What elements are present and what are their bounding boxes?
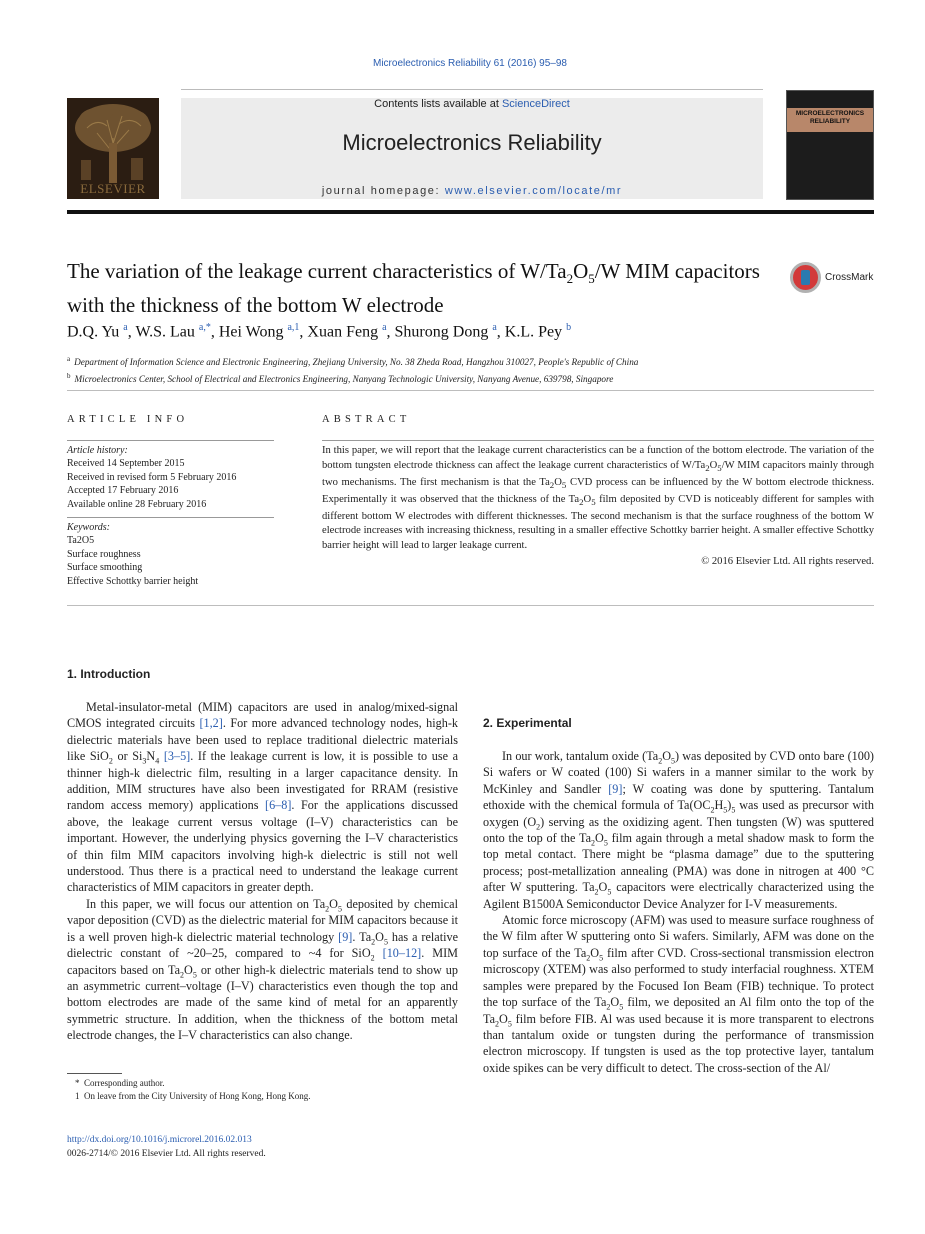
reference-link[interactable]: [9] xyxy=(608,781,623,796)
issn-copyright: 0026-2714/© 2016 Elsevier Ltd. All rights reserved. xyxy=(67,1148,266,1159)
text: O xyxy=(598,880,608,895)
sciencedirect-link[interactable]: ScienceDirect xyxy=(501,98,570,110)
text: N xyxy=(146,749,156,764)
crossmark-badge[interactable] xyxy=(790,262,880,294)
text: film again through a metal shadow mask to form the top metal contact. There might be “plasma damage” due to the sputtering process; post-metallization annealing (PMA) was done in nitrogen at 400 °C after W sputtering. Ta xyxy=(483,831,874,895)
contents-line xyxy=(181,98,763,110)
author-affiliation-mark[interactable]: a xyxy=(123,322,128,333)
author-affiliation-mark[interactable]: a,1 xyxy=(287,322,300,333)
footnote-text: On leave from the City University of Hong Kong, Hong Kong. xyxy=(84,1091,311,1101)
info-rule xyxy=(67,517,274,518)
journal-masthead xyxy=(181,98,763,199)
reference-link[interactable]: [10–12] xyxy=(382,946,422,961)
text: deposited by chemical vapor deposition (CVD) as the dielectric material for MIM capacitors because it is a well proven high-k dielectric material technology xyxy=(67,896,458,944)
text: . Ta xyxy=(352,929,372,944)
text: Atomic force microscopy (AFM) was used to measure surface roughness of the W film after W sputtering onto Si wafers. Similarly, AFM was done on the top surface of the Ta xyxy=(483,913,874,960)
abstract-text: In this paper, we will report that the leakage current characteristics can be a function of the bottom electrode. The variation of the bottom tungsten electrode thickness can affect the leakage current characteristics of W/Ta xyxy=(322,445,874,471)
subscript: 2 xyxy=(536,822,541,832)
abstract xyxy=(322,440,874,570)
affiliation-mark: a xyxy=(67,355,71,363)
abstract-copyright: © 2016 Elsevier Ltd. All rights reserved. xyxy=(701,555,874,567)
journal-cover-thumbnail[interactable] xyxy=(786,90,874,200)
text: ) serving as the oxidizing agent. Then tungsten (W) was sputtered onto the top of the Ta xyxy=(483,814,874,846)
subscript: 5 xyxy=(603,838,608,848)
author-list: D.Q. Yu $^a$, W.S. Lau $^{a,*}$, Hei Wong $^{a,1}$, Xuan Feng $^a$, Shurong Dong $^a$, K.L. Pey $^b$ xyxy=(67,322,572,341)
text: In our work, tantalum oxide (Ta xyxy=(502,749,659,763)
article-meta-footer xyxy=(67,1134,467,1161)
author-affiliation-mark[interactable]: a xyxy=(382,322,387,333)
footnote xyxy=(67,1090,467,1103)
reference-link[interactable]: [6–8] xyxy=(265,798,292,813)
author[interactable]: Hei Wong xyxy=(218,323,284,341)
author[interactable]: K.L. Pey xyxy=(504,323,563,341)
author-affiliation-mark[interactable]: b xyxy=(566,322,572,333)
footnote-mark: * xyxy=(75,1078,80,1088)
text: . If the leakage current is low, it is possible to use a thinner high-k dielectric film, resulting in a larger capacitance density. In addition, MIM structures have also been investigated for RRAM (resistive random access memory) applications xyxy=(67,749,458,813)
elsevier-logo[interactable] xyxy=(67,98,159,199)
keyword: Effective Schottky barrier height xyxy=(67,575,199,587)
footnote-rule xyxy=(67,1073,122,1074)
footnote-text: Corresponding author. xyxy=(84,1078,165,1088)
header-rule xyxy=(67,210,874,214)
text: . For more advanced technology nodes, high-k dielectric materials have been used to replace traditional dielectric materials like SiO xyxy=(67,716,458,764)
subscript: 5 xyxy=(561,479,567,490)
keyword: Surface roughness xyxy=(67,548,141,560)
subscript: 2 xyxy=(495,1018,500,1028)
subscript: 5 xyxy=(192,969,197,979)
affiliations xyxy=(67,352,874,386)
body-column-right xyxy=(483,665,874,1076)
text: O xyxy=(375,929,384,944)
text: . MIM capacitors based on Ta xyxy=(67,946,459,977)
author[interactable]: Shurong Dong xyxy=(394,323,489,341)
subscript: 2 xyxy=(591,838,595,848)
subscript: 2 xyxy=(370,953,375,963)
cover-title-line2: RELIABILITY xyxy=(809,118,851,125)
affiliation xyxy=(67,352,874,369)
text: O xyxy=(329,896,338,911)
history-item: Accepted 17 February 2016 xyxy=(67,485,179,497)
subscript: 2 xyxy=(371,937,376,947)
subscript: 5 xyxy=(337,904,342,914)
homepage-link[interactable]: www.elsevier.com/locate/mr xyxy=(444,185,623,197)
article-info-heading: ARTICLE INFO xyxy=(67,414,189,425)
text: ) xyxy=(727,798,732,813)
affiliation-text: Department of Information Science and Electronic Engineering, Zhejiang University, No. 38 Zheda Road, Hangzhou 310027, People's Republic of China xyxy=(74,357,639,368)
affiliation-mark: b xyxy=(67,372,71,381)
subscript: 2 xyxy=(710,805,715,815)
text: capacitors were electrically characterized using the Agilent B1500A Semiconductor Device Analyzer for I-V measurements. xyxy=(483,880,874,911)
subscript: 2 xyxy=(606,1002,611,1012)
paragraph xyxy=(483,748,874,912)
reference-link[interactable]: [3–5] xyxy=(163,749,191,764)
author-affiliation-mark[interactable]: a xyxy=(492,322,497,333)
journal-homepage xyxy=(181,185,763,197)
text: . For the applications discussed above, the leakage current versus voltage (I–V) characteristics can be important. However, the underlying physics governing the I–V characteristics of thin film MIM capacitors involving high-k dielectric is still not well understood. Thus there is a practical need to understand the leakage current characteristics of MIM capacitors in greater depth. xyxy=(67,798,458,895)
subscript: 5 xyxy=(507,1018,512,1028)
cover-title xyxy=(787,110,873,126)
paragraph xyxy=(67,896,458,1044)
reference-link[interactable]: [1,2] xyxy=(199,716,223,731)
author[interactable]: Xuan Feng xyxy=(307,323,379,341)
abstract-rule xyxy=(322,440,874,441)
homepage-prefix: journal homepage: xyxy=(321,185,445,197)
subscript: 2 xyxy=(549,479,555,490)
section-heading-experimental: 2. Experimental xyxy=(483,716,572,730)
footnote-mark: 1 xyxy=(75,1091,80,1101)
abstract-text: film deposited by CVD is noticeably different for samples with different bottom W electrodes with different thicknesses. The second mechanism is that the surface roughness of the bottom W electrode increases with increasing thickness, resulting in a smaller effective Schottky barrier height. A smaller effective Schottky barrier height will lead to larger leakage current. xyxy=(322,493,875,552)
subscript: 2 xyxy=(586,953,591,963)
text: O xyxy=(595,831,604,846)
text: or other high-k dielectric materials tend to show up an asymmetric current–voltage (I–V) characteristics even though the top and bottom electrodes are made of the same kind of metal for an apparently symmetric structure. In addition, when the thickness of the bottom metal electrode changes, the I–V characteristics can also change. xyxy=(67,962,458,1043)
section-divider xyxy=(67,605,874,606)
section-divider xyxy=(67,390,874,391)
affiliation-text: Microelectronics Center, School of Electrical and Electronics Engineering, Nanyang Technologic University, Nanyang Avenue, 639798, Singapore xyxy=(74,374,614,385)
subscript: 5 xyxy=(607,887,612,897)
footnote xyxy=(67,1077,467,1090)
abstract-text: O xyxy=(583,493,592,505)
title-text: /W MIM capacitors with the thickness of the bottom W electrode xyxy=(67,259,760,318)
keywords xyxy=(67,521,274,588)
text: ; W coating was done by sputtering. Tantalum ethoxide with the chemical formula of Ta(OC xyxy=(483,781,874,813)
abstract-text: /W MIM capacitors mainly through two mechanisms. The first mechanism is that the Ta xyxy=(322,459,874,488)
author[interactable]: D.Q. Yu xyxy=(67,323,120,341)
title-subscript: 2 xyxy=(566,271,574,287)
subscript: 5 xyxy=(599,953,604,963)
subscript: 2 xyxy=(594,887,599,897)
subscript: 5 xyxy=(717,462,722,473)
subscript: 2 xyxy=(579,496,584,507)
history-item: Available online 28 February 2016 xyxy=(67,498,207,510)
abstract-heading: ABSTRACT xyxy=(322,414,411,425)
history-label: Article history: xyxy=(67,445,128,456)
keywords-label: Keywords: xyxy=(67,522,110,534)
text: O xyxy=(662,749,672,763)
paragraph xyxy=(67,699,458,896)
cover-title-line1: MICROELECTRONICS xyxy=(795,110,865,117)
text: Metal-insulator-metal (MIM) capacitors are used in analog/mixed-signal CMOS integrated circuits xyxy=(67,700,458,731)
contents-prefix: Contents lists available at xyxy=(374,98,502,110)
section-heading-introduction: 1. Introduction xyxy=(67,667,151,681)
title-subscript: 5 xyxy=(588,271,595,287)
text: has a relative dielectric constant of ~20–25, compared to ~4 for SiO xyxy=(67,929,458,961)
subscript: 2 xyxy=(325,904,330,914)
crossmark-icon xyxy=(790,262,821,293)
keyword: Surface smoothing xyxy=(67,562,143,574)
text: O xyxy=(590,945,600,960)
keyword: Ta2O5 xyxy=(67,535,95,547)
subscript: 5 xyxy=(671,756,676,766)
affiliation xyxy=(67,369,874,386)
doi-link[interactable]: http://dx.doi.org/10.1016/j.microrel.2016.02.013 xyxy=(67,1135,252,1145)
title-text: The variation of the leakage current characteristics of W/Ta xyxy=(67,259,567,283)
text: film after CVD. Cross-sectional transmission electron microscopy (XTEM) was also performed to study interfacial roughness. XTEM samples were prepared by the Focused Ion Beam (FIB) technique. To protect the top surface of the Ta xyxy=(483,945,874,1010)
subscript: 5 xyxy=(619,1002,624,1012)
info-rule xyxy=(67,440,274,441)
subscript: 4 xyxy=(155,756,160,766)
author[interactable]: W.S. Lau xyxy=(135,323,195,341)
paragraph xyxy=(483,912,874,1076)
text: film, we deposited an Al film onto the top of the Ta xyxy=(483,995,874,1026)
text: H xyxy=(714,798,724,813)
abstract-text: CVD process can be influenced by the W bottom electrode thickness. Experimentally it was observed that the thickness of the Ta xyxy=(322,476,874,505)
article-history xyxy=(67,444,274,511)
subscript: 5 xyxy=(383,937,388,947)
text: ) was deposited by CVD onto bare (100) Si wafers or W coated (100) Si wafers in a manner similar to the work by McKinley and Sandler xyxy=(483,749,874,796)
subscript: 2 xyxy=(108,756,113,766)
body-column-left xyxy=(67,666,458,1044)
subscript: 2 xyxy=(180,969,185,979)
text: In this paper, we will focus our attention on Ta xyxy=(86,896,326,911)
subscript: 2 xyxy=(658,756,663,766)
author-affiliation-mark[interactable]: a,* xyxy=(198,322,211,333)
text: O xyxy=(184,962,193,977)
text: was used as precursor with oxygen (O xyxy=(483,798,874,829)
crossmark-label: CrossMark xyxy=(825,272,874,283)
footnotes xyxy=(67,1077,467,1103)
article-title xyxy=(67,258,767,319)
title-text: O xyxy=(573,259,589,283)
text: or Si xyxy=(112,749,143,764)
abstract-text: O xyxy=(554,476,562,488)
text: film before FIB. Al was used because it is more transparent to electrons than tantalum oxide or tungsten during the performance of transmission electron microscopy. If tungsten is used as the top protective layer, tantalum oxide spikes can be very difficult to detect. The cross-section of the Al/ xyxy=(483,1011,874,1075)
text: O xyxy=(499,1011,508,1026)
reference-link[interactable]: [9] xyxy=(338,929,353,944)
journal-title: Microelectronics Reliability xyxy=(342,130,602,155)
subscript: 2 xyxy=(705,462,710,473)
abstract-paragraph xyxy=(322,444,874,554)
subscript: 5 xyxy=(731,805,736,815)
history-item: Received in revised form 5 February 2016 xyxy=(67,471,237,483)
intro-continuation-spacer xyxy=(483,665,874,715)
abstract-text: O xyxy=(709,459,718,471)
masthead-divider xyxy=(181,89,763,90)
subscript: 5 xyxy=(723,805,728,815)
text: O xyxy=(610,995,620,1010)
article-info xyxy=(67,440,274,594)
subscript: 3 xyxy=(142,756,147,766)
subscript: 5 xyxy=(591,496,596,507)
journal-citation[interactable]: Microelectronics Reliability 61 (2016) 95–98 xyxy=(373,58,567,69)
publisher-wordmark: ELSEVIER xyxy=(80,181,146,196)
history-item: Received 14 September 2015 xyxy=(67,458,185,470)
text xyxy=(375,946,383,960)
